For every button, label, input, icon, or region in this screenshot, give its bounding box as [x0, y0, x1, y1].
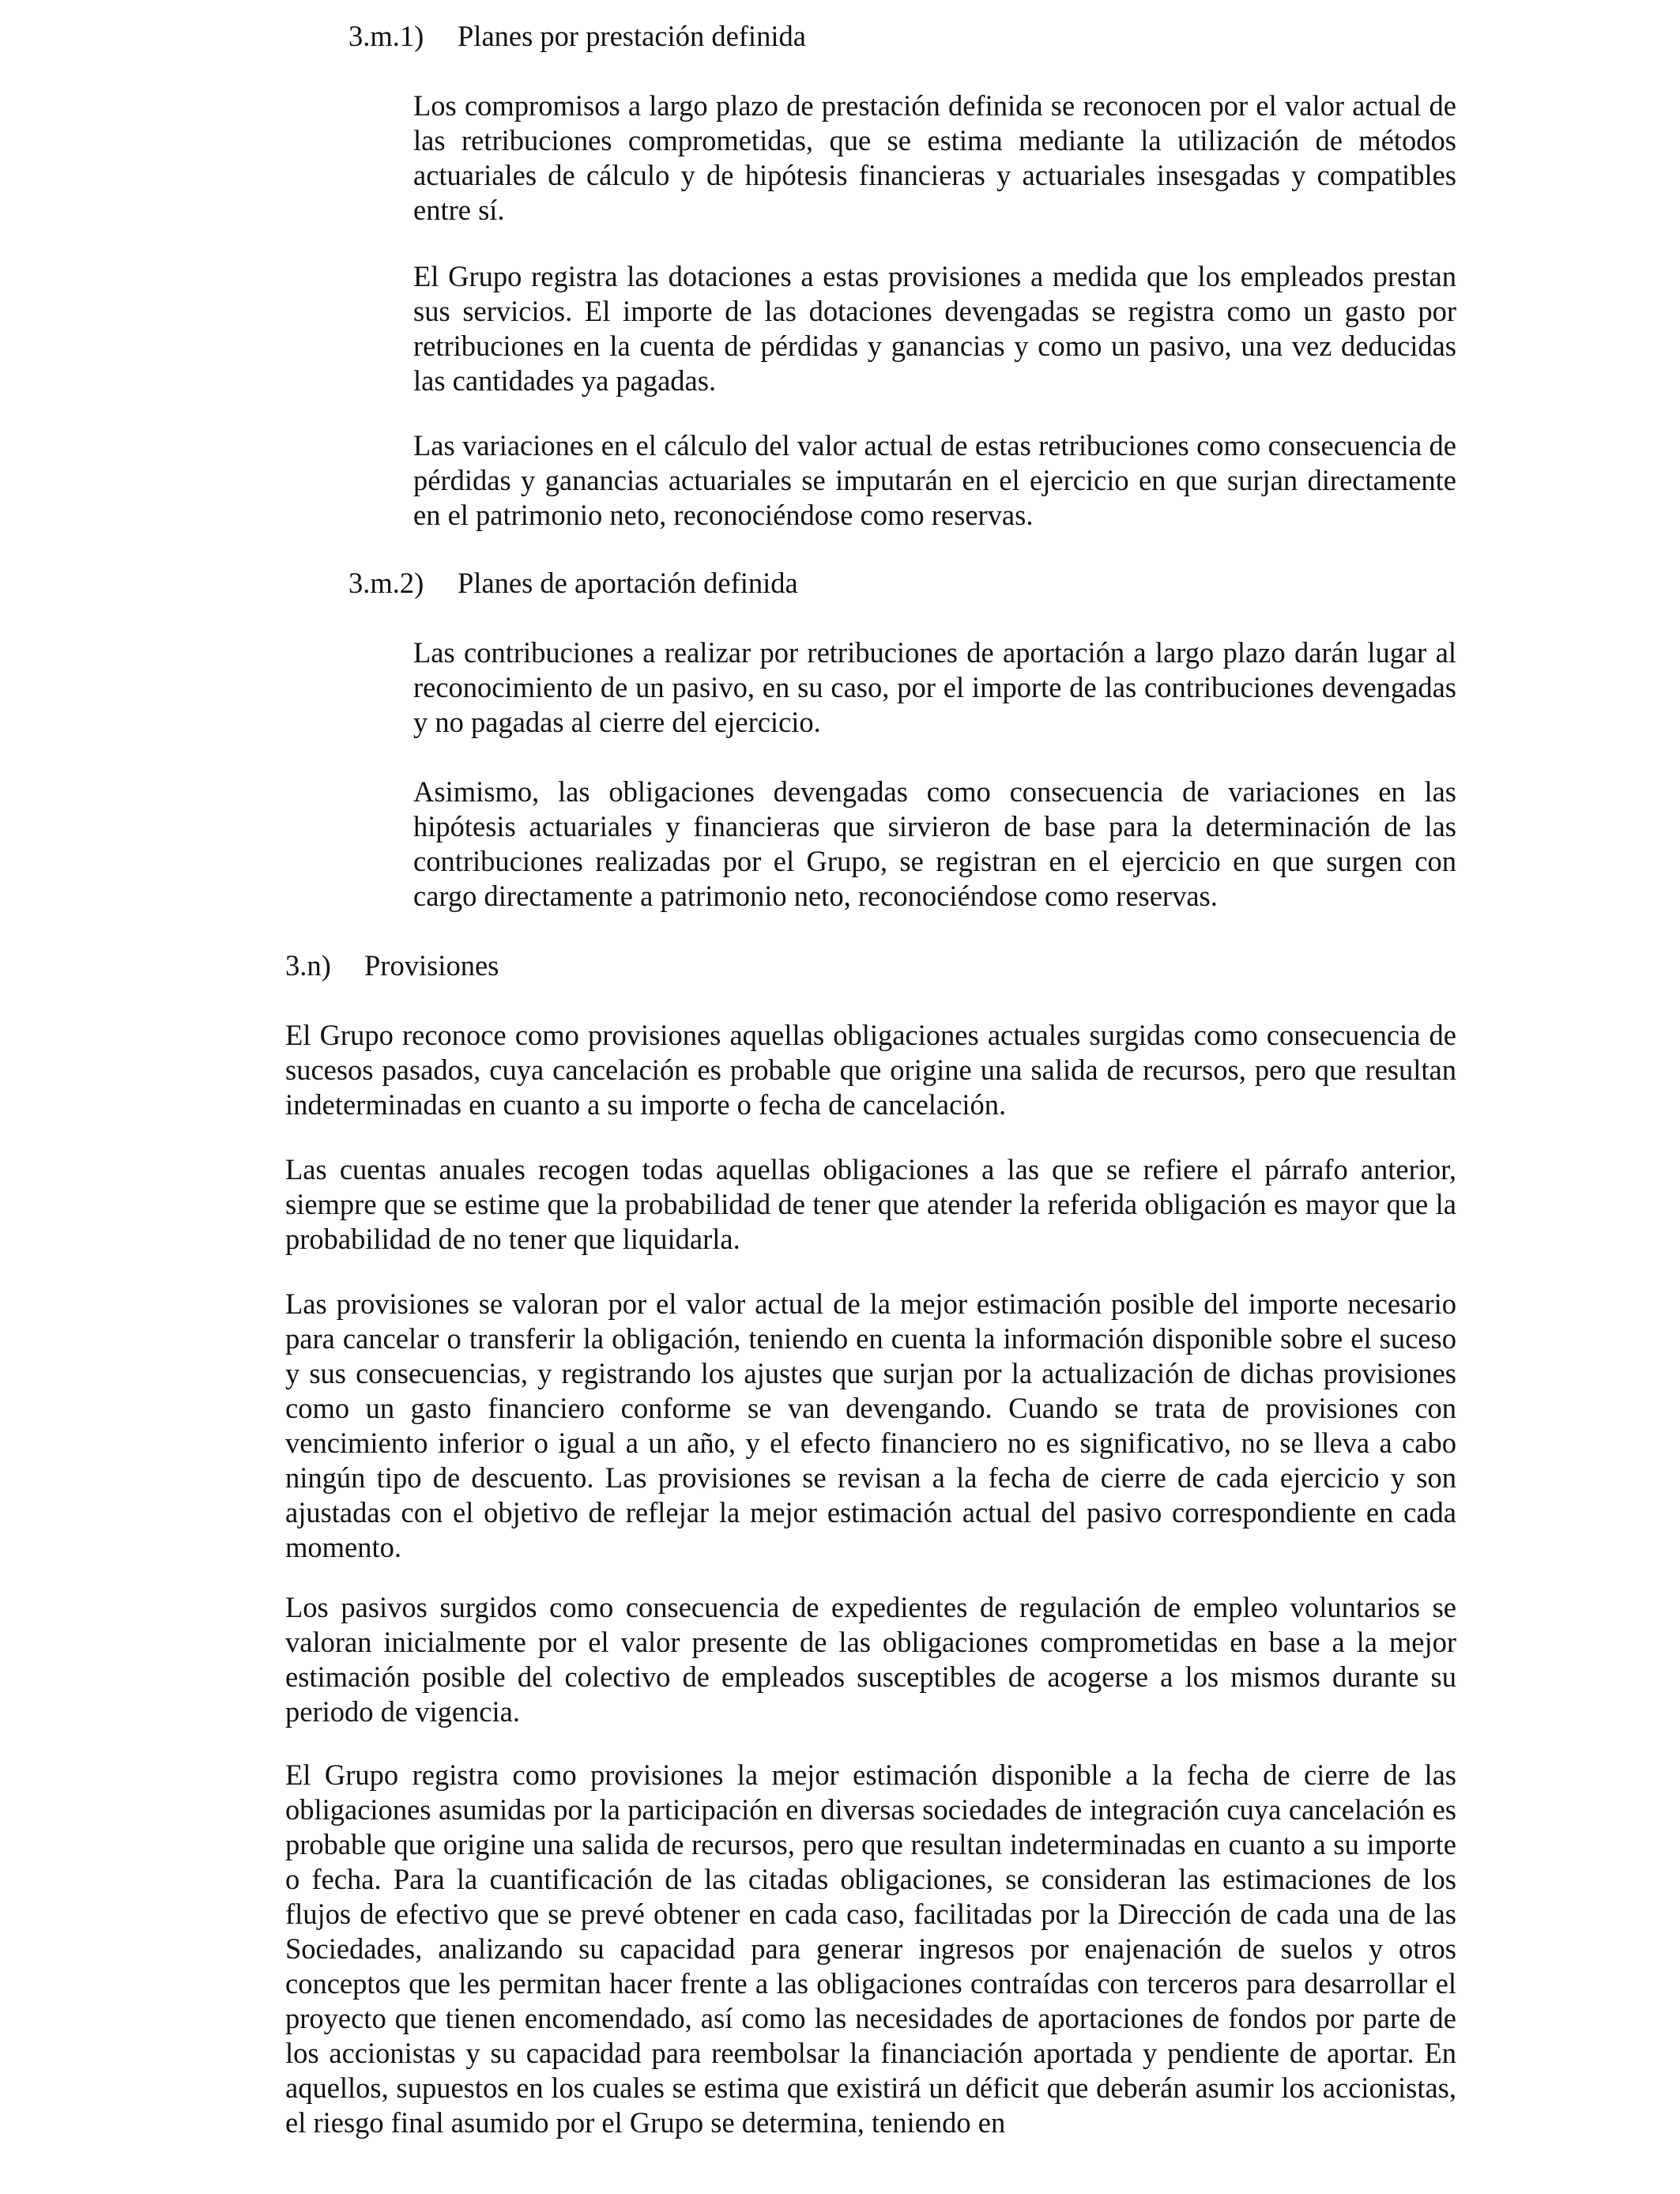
- paragraph: Las contribuciones a realizar por retribuciones de aportación a largo plazo darán lugar al reconocimiento de un pasivo, en su caso, por el importe de las contribuciones devengadas y no pagadas al cierre del ejercicio.: [413, 636, 1456, 738]
- paragraph: El Grupo registra como provisiones la mejor estimación disponible a la fecha de cierre de las obligaciones asumidas por la participación en diversas sociedades de integración cuya cancelación es probable que origine una salida de recursos, pero que resultan indeterminadas en cuanto a su importe o fecha. Para la cuantificación de las citadas obligaciones, se consideran las estimaciones de los flujos de efectivo que se prevé obtener en cada caso, facilitadas por la Dirección de cada una de las Sociedades, analizando su capacidad para generar ingresos por enajenación de suelos y otros conceptos que les permitan hacer frente a las obligaciones contraídas con terceros para desarrollar el proyecto que tienen encomendado, así como las necesidades de aportaciones de fondos por parte de los accionistas y su capacidad para reembolsar la financiación aportada y pendiente de aportar. En aquellos, supuestos en los cuales se estima que existirá un déficit que deberán asumir los accionistas, el riesgo final asumido por el Grupo se determina, teniendo en: [285, 1759, 1456, 2139]
- section-heading-3m1: [348, 19, 806, 54]
- paragraph: El Grupo registra las dotaciones a estas provisiones a medida que los empleados prestan sus servicios. El importe de las dotaciones devengadas se registra como un gasto por retribuciones en la cuenta de pérdidas y ganancias y como un pasivo, una vez deducidas las cantidades ya pagadas.: [413, 260, 1456, 397]
- paragraph: Asimismo, las obligaciones devengadas como consecuencia de variaciones en las hipótesis actuariales y financieras que sirvieron de base para la determinación de las contribuciones realizadas por el Grupo, se registran en el ejercicio en que surgen con cargo directamente a patrimonio neto, reconociéndose como reservas.: [413, 775, 1456, 912]
- section-title: Planes por prestación definida: [458, 20, 806, 52]
- section-number: 3.m.2): [348, 567, 424, 599]
- paragraph: Las variaciones en el cálculo del valor actual de estas retribuciones como consecuencia de pérdidas y ganancias actuariales se imputarán en el ejercicio en que surjan directamente en el patrimonio neto, reconociéndose como reservas.: [413, 429, 1456, 531]
- paragraph: Las provisiones se valoran por el valor actual de la mejor estimación posible del importe necesario para cancelar o transferir la obligación, teniendo en cuenta la información disponible sobre el suceso y sus consecuencias, y registrando los ajustes que surjan por la actualización de dichas provisiones como un gasto financiero conforme se van devengando. Cuando se trata de provisiones con vencimiento inferior o igual a un año, y el efecto financiero no es significativo, no se lleva a cabo ningún tipo de descuento. Las provisiones se revisan a la fecha de cierre de cada ejercicio y son ajustadas con el objetivo de reflejar la mejor estimación actual del pasivo correspondiente en cada momento.: [285, 1287, 1456, 1563]
- section-title: Planes de aportación definida: [458, 567, 798, 599]
- section-heading-3n: [285, 948, 499, 983]
- section-title: Provisiones: [364, 949, 499, 982]
- paragraph: El Grupo reconoce como provisiones aquellas obligaciones actuales surgidas como consecuencia de sucesos pasados, cuya cancelación es probable que origine una salida de recursos, pero que resultan indeterminadas en cuanto a su importe o fecha de cancelación.: [285, 1019, 1456, 1121]
- paragraph: Las cuentas anuales recogen todas aquellas obligaciones a las que se refiere el párrafo anterior, siempre que se estime que la probabilidad de tener que atender la referida obligación es mayor que la probabilidad de no tener que liquidarla.: [285, 1153, 1456, 1255]
- section-heading-3m2: [348, 566, 798, 601]
- paragraph: Los pasivos surgidos como consecuencia de expedientes de regulación de empleo voluntarios se valoran inicialmente por el valor presente de las obligaciones comprometidas en base a la mejor estimación posible del colectivo de empleados susceptibles de acogerse a los mismos durante su periodo de vigencia.: [285, 1591, 1456, 1728]
- section-number: 3.n): [285, 949, 331, 982]
- section-number: 3.m.1): [348, 20, 424, 52]
- paragraph: Los compromisos a largo plazo de prestación definida se reconocen por el valor actual de las retribuciones comprometidas, que se estima mediante la utilización de métodos actuariales de cálculo y de hipótesis financieras y actuariales insesgadas y compatibles entre sí.: [413, 89, 1456, 226]
